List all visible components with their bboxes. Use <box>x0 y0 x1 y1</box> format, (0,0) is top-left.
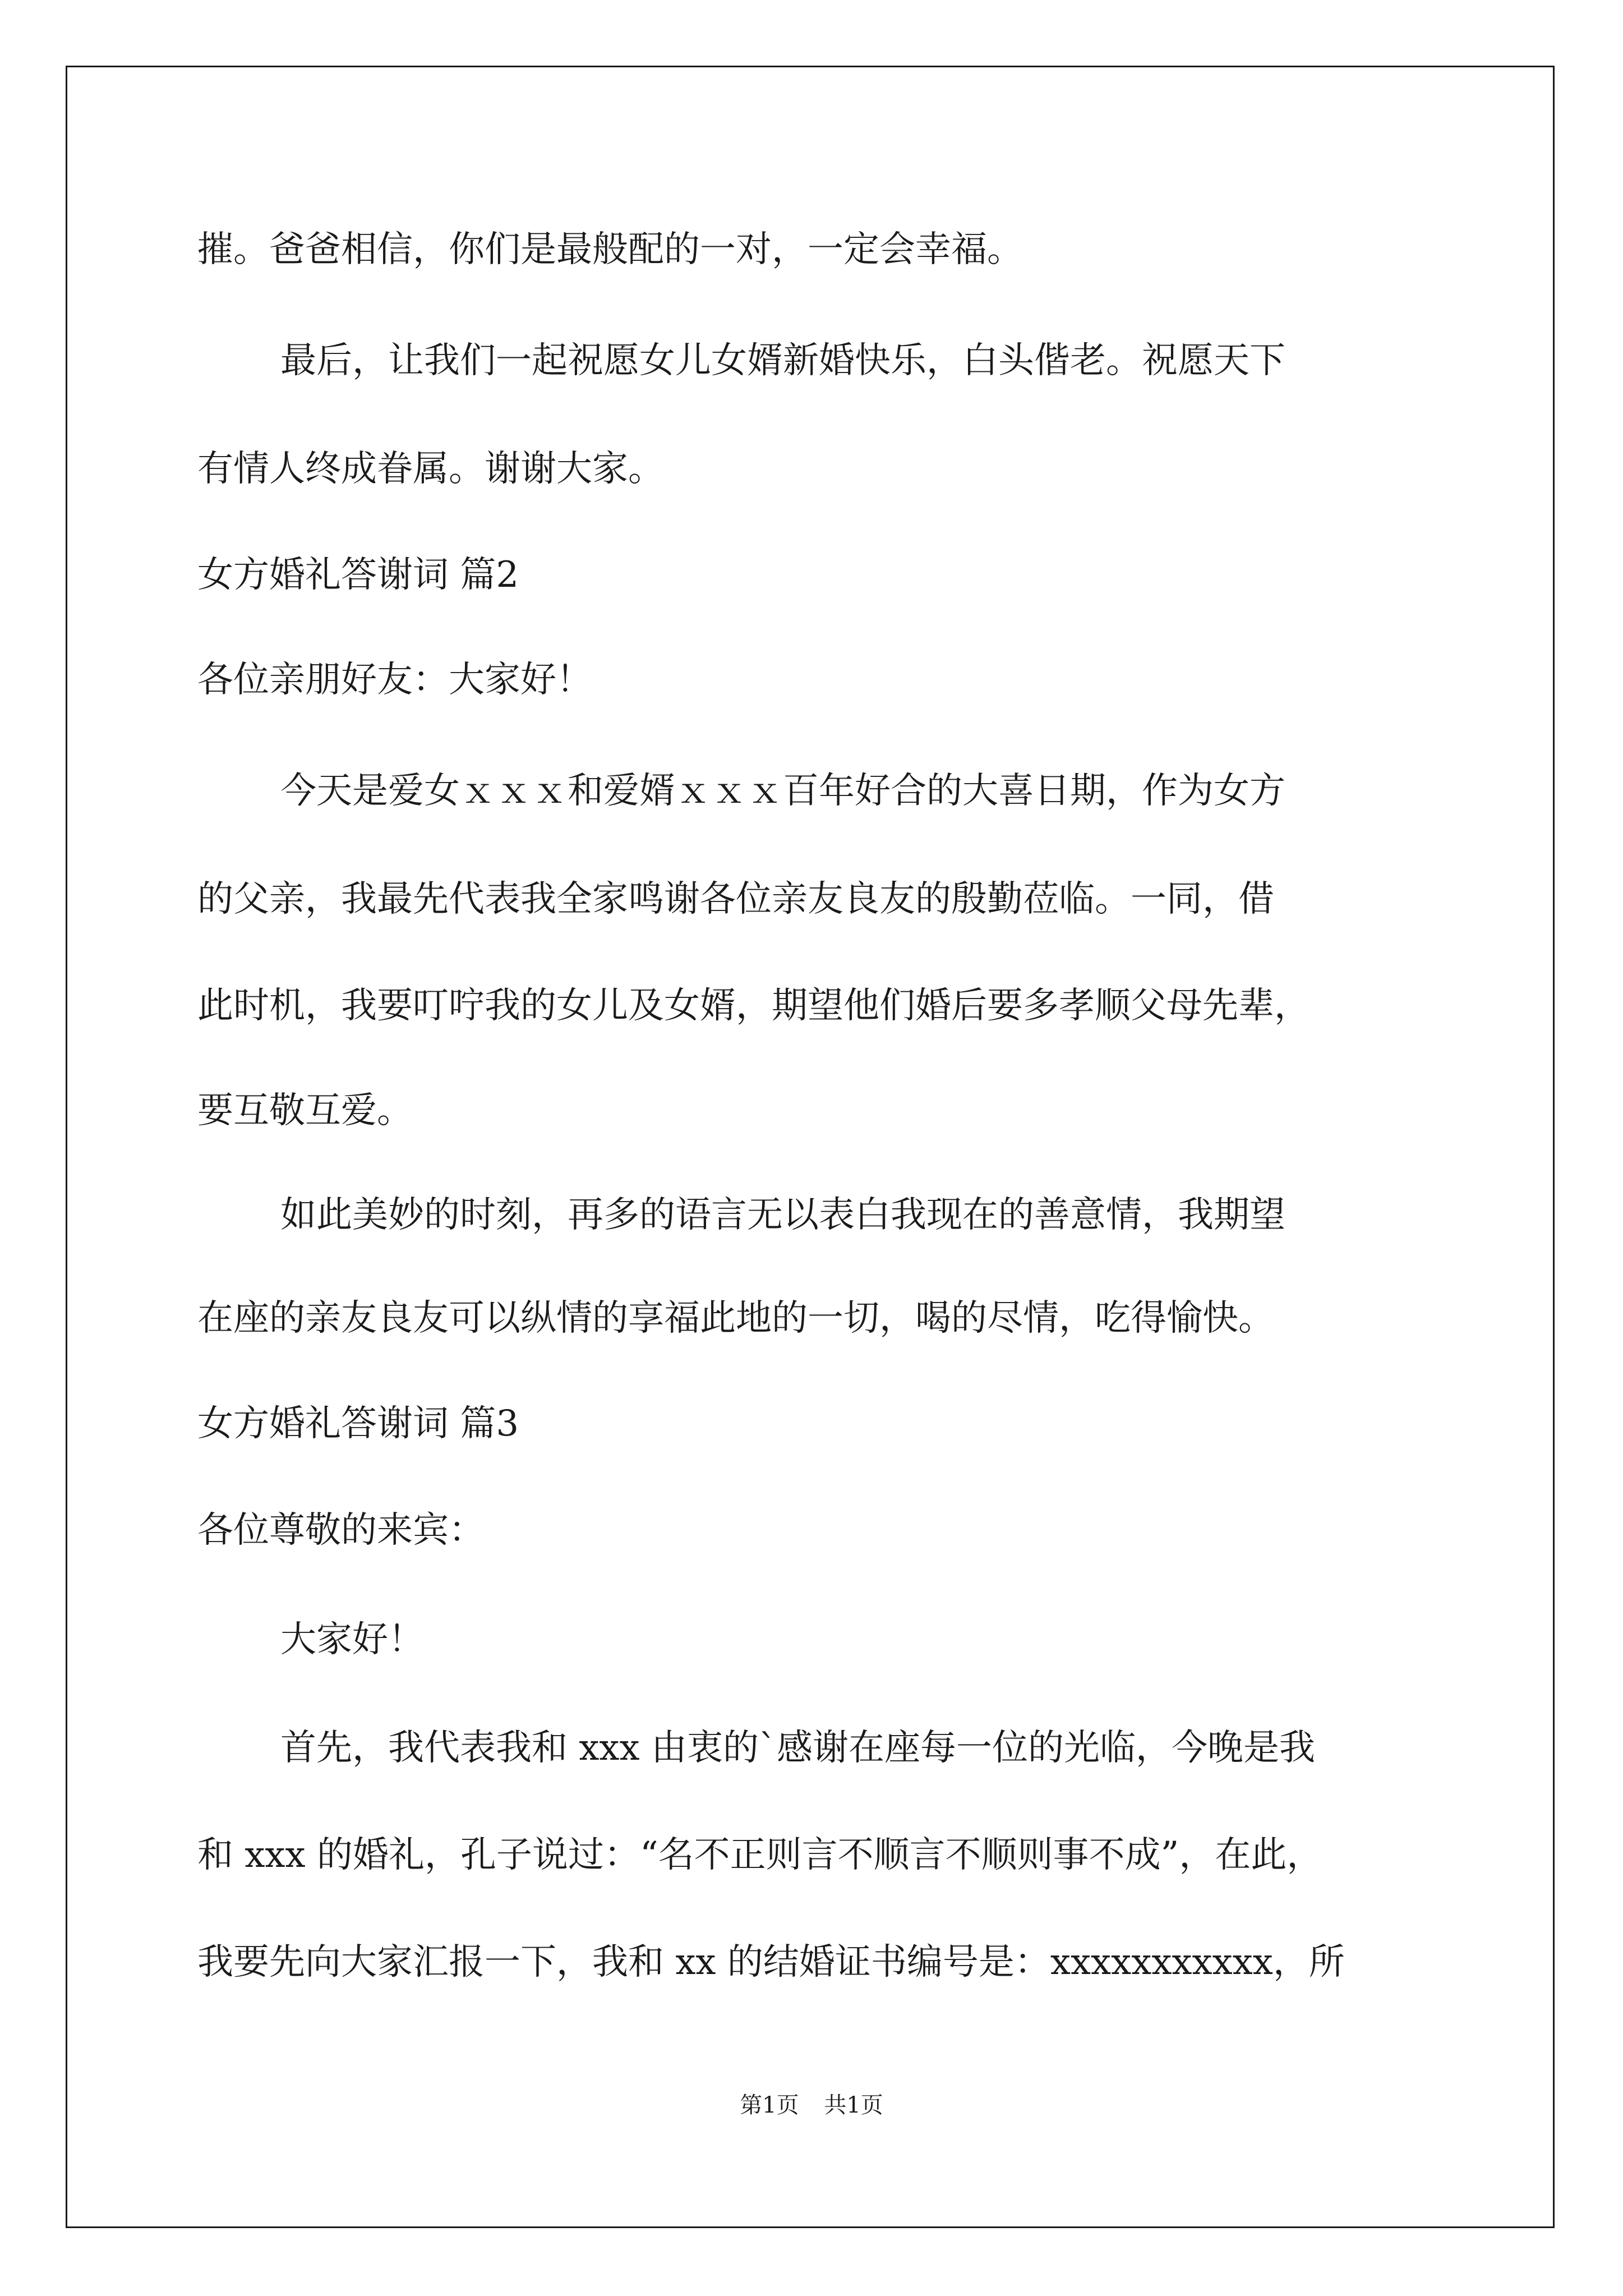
body-line: 最后，让我们一起祝愿女儿女婿新婚快乐，白头偕老。祝愿天下 <box>280 340 1285 381</box>
body-line: 首先，我代表我和 xxx 由衷的`感谢在座每一位的光临，今晚是我 <box>280 1727 1315 1769</box>
body-line: 要互敬互爱。 <box>197 1090 413 1131</box>
salutation: 各位尊敬的来宾： <box>197 1510 485 1551</box>
body-line: 的父亲，我最先代表我全家鸣谢各位亲友良友的殷勤莅临。一同，借 <box>197 878 1274 920</box>
section-heading: 女方婚礼答谢词 篇2 <box>197 554 519 596</box>
page-number: 第1页 <box>740 2092 799 2118</box>
body-line: 如此美妙的时刻，再多的语言无以表白我现在的善意情，我期望 <box>280 1194 1285 1236</box>
body-line: 我要先向大家汇报一下，我和 xx 的结婚证书编号是：xxxxxxxxxxx，所 <box>197 1941 1345 1983</box>
greeting: 大家好！ <box>280 1619 424 1660</box>
body-line: 和 xxx 的婚礼，孔子说过：“名不正则言不顺言不顺则事不成”，在此， <box>197 1834 1323 1876</box>
body-line: 有情人终成眷属。谢谢大家。 <box>197 448 664 490</box>
salutation: 各位亲朋好友：大家好！ <box>197 659 592 701</box>
page-footer <box>0 2091 1623 2119</box>
body-line: 此时机，我要叮咛我的女儿及女婿，期望他们婚后要多孝顺父母先辈， <box>197 985 1310 1027</box>
section-heading: 女方婚礼答谢词 篇3 <box>197 1403 519 1444</box>
body-line: 在座的亲友良友可以纵情的享福此地的一切，喝的尽情，吃得愉快。 <box>197 1297 1274 1339</box>
page-total: 共1页 <box>824 2092 883 2118</box>
body-line: 今天是爱女ｘｘｘ和爱婿ｘｘｘ百年好合的大喜日期，作为女方 <box>280 770 1285 812</box>
page-border <box>66 66 1555 2228</box>
body-line: 摧。爸爸相信，你们是最般配的一对，一定会幸福。 <box>197 229 1023 270</box>
